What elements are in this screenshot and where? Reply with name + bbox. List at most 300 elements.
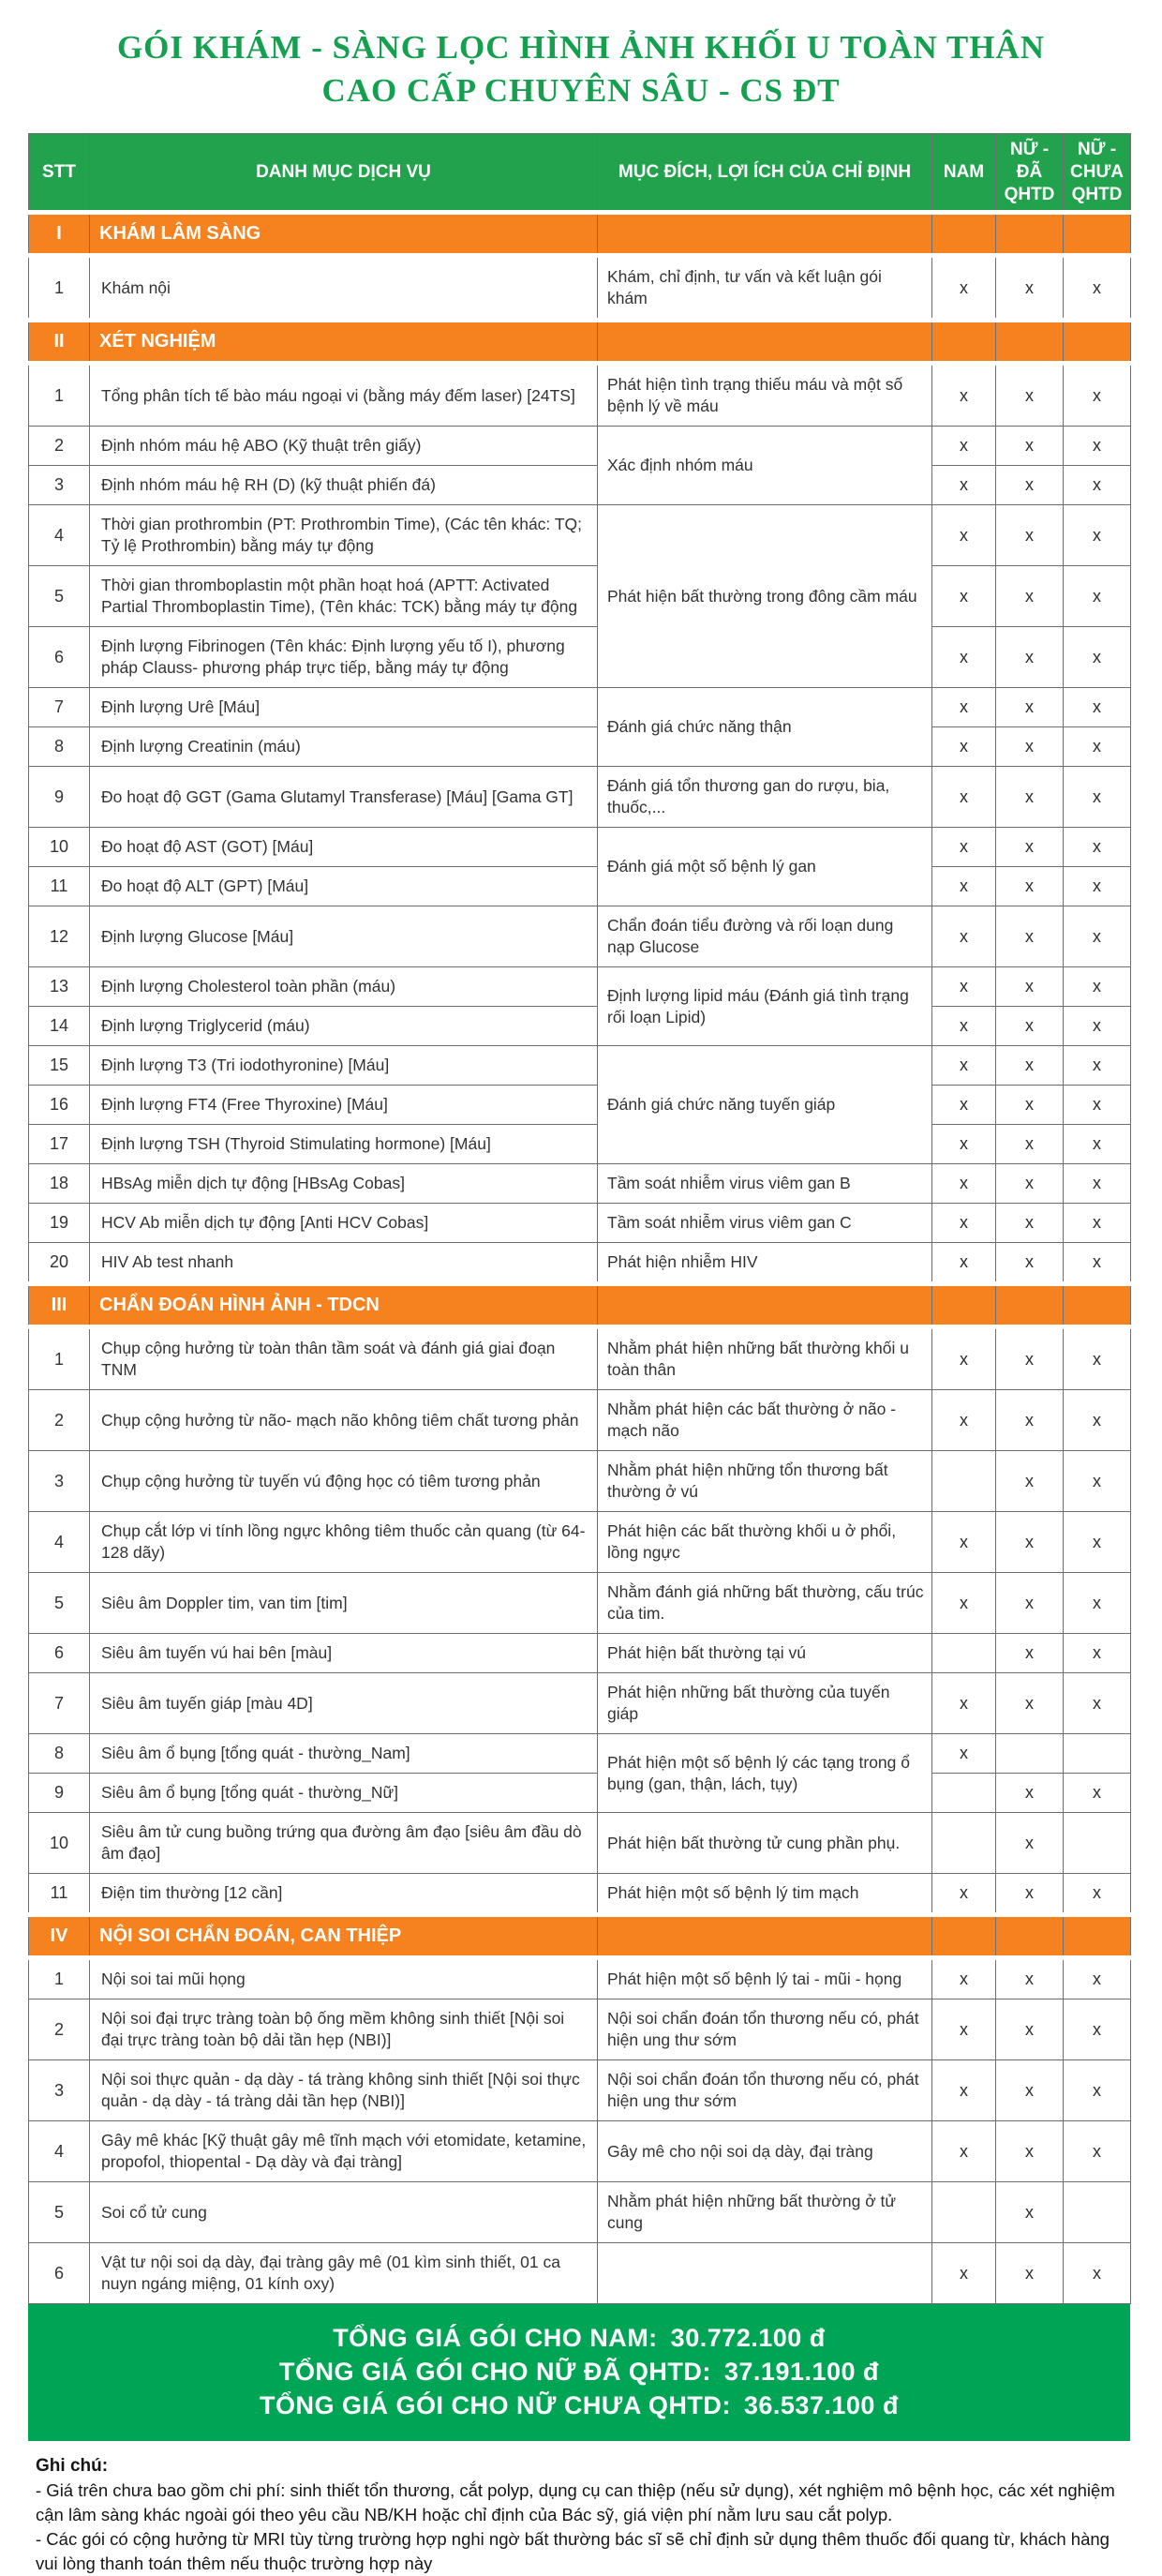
mark-nam: x [932, 1734, 996, 1774]
mark-nam: x [932, 1327, 996, 1390]
table-row [29, 1007, 1131, 1046]
mark-nam: x [932, 1673, 996, 1734]
section-row-II [29, 321, 1131, 364]
service-cell: HBsAg miễn dịch tự động [HBsAg Cobas] [90, 1164, 598, 1204]
stt-cell: 10 [29, 828, 90, 867]
mark-nu-chua-qhtd: x [1064, 967, 1131, 1007]
service-cell: HCV Ab miễn dịch tự động [Anti HCV Cobas] [90, 1204, 598, 1243]
service-cell: Thời gian thromboplastin một phần hoạt hoá (APTT: Activated Partial Thromboplastin Time), (Tên khác: TCK) bằng máy tự động [90, 566, 598, 627]
mark-nu-chua-qhtd: x [1064, 1634, 1131, 1673]
purpose-cell: Phát hiện các bất thường khối u ở phổi, lồng ngực [598, 1512, 932, 1573]
service-cell: Định lượng Fibrinogen (Tên khác: Định lượng yếu tố I), phương pháp Clauss- phương pháp trực tiếp, bằng máy tự động [90, 627, 598, 688]
purpose-cell: Phát hiện một số bệnh lý tai - mũi - họng [598, 1958, 932, 1999]
notes-heading: Ghi chú: [36, 2456, 109, 2476]
mark-nam: x [932, 1874, 996, 1915]
mark-nu-chua-qhtd: x [1064, 1512, 1131, 1573]
mark-nu-da-qhtd: x [996, 1125, 1064, 1164]
mark-nam: x [932, 1046, 996, 1086]
table-row [29, 767, 1131, 828]
stt-cell: 1 [29, 364, 90, 427]
mark-nam: x [932, 1999, 996, 2060]
mark-nu-da-qhtd: x [996, 2060, 1064, 2121]
mark-nam: x [932, 1243, 996, 1284]
mark-nam: x [932, 727, 996, 767]
mark-nam: x [932, 566, 996, 627]
mark-nam: x [932, 967, 996, 1007]
purpose-cell [598, 2243, 932, 2304]
table-row [29, 1390, 1131, 1451]
section-blank-nam [932, 1284, 996, 1327]
purpose-cell: Nhằm phát hiện các bất thường ở não - mạch não [598, 1390, 932, 1451]
stt-cell: 19 [29, 1204, 90, 1243]
service-cell: Nội soi thực quản - dạ dày - tá tràng không sinh thiết [Nội soi thực quản - dạ dày - tá tràng dải tần hẹp (NBI)] [90, 2060, 598, 2121]
table-row [29, 1204, 1131, 1243]
section-blank-nu-da [996, 213, 1064, 256]
mark-nu-da-qhtd: x [996, 2182, 1064, 2243]
mark-nu-chua-qhtd: x [1064, 767, 1131, 828]
mark-nu-chua-qhtd: x [1064, 2121, 1131, 2182]
total-nu-da-qhtd [28, 2355, 1130, 2389]
mark-nu-chua-qhtd: x [1064, 2243, 1131, 2304]
section-blank-purpose [598, 1284, 932, 1327]
header-purpose: MỤC ĐÍCH, LỢI ÍCH CỦA CHỈ ĐỊNH [598, 134, 932, 213]
mark-nu-chua-qhtd [1064, 1734, 1131, 1774]
total-nam-label: TỔNG GIÁ GÓI CHO NAM: [333, 2324, 658, 2352]
stt-cell: 15 [29, 1046, 90, 1086]
mark-nam: x [932, 867, 996, 906]
service-cell: Soi cổ tử cung [90, 2182, 598, 2243]
service-cell: Siêu âm ổ bụng [tổng quát - thường_Nam] [90, 1734, 598, 1774]
mark-nu-chua-qhtd: x [1064, 1327, 1131, 1390]
header-nam: NAM [932, 134, 996, 213]
stt-cell: 4 [29, 505, 90, 566]
mark-nu-chua-qhtd: x [1064, 906, 1131, 967]
table-row [29, 1243, 1131, 1284]
mark-nu-da-qhtd: x [996, 1958, 1064, 1999]
mark-nu-chua-qhtd: x [1064, 867, 1131, 906]
service-cell: Gây mê khác [Kỹ thuật gây mê tĩnh mạch với etomidate, ketamine, propofol, thiopental - Dạ dày và đại tràng] [90, 2121, 598, 2182]
mark-nu-chua-qhtd: x [1064, 1204, 1131, 1243]
mark-nu-chua-qhtd: x [1064, 1573, 1131, 1634]
mark-nam: x [932, 1125, 996, 1164]
table-header-row [29, 134, 1131, 213]
stt-cell: 14 [29, 1007, 90, 1046]
purpose-cell: Phát hiện một số bệnh lý tim mạch [598, 1874, 932, 1915]
service-cell: Định lượng Glucose [Máu] [90, 906, 598, 967]
mark-nam: x [932, 2121, 996, 2182]
mark-nam: x [932, 1573, 996, 1634]
mark-nu-chua-qhtd: x [1064, 1673, 1131, 1734]
mark-nu-da-qhtd: x [996, 364, 1064, 427]
section-blank-nu-da [996, 1915, 1064, 1958]
mark-nam: x [932, 364, 996, 427]
section-numeral: IV [29, 1915, 90, 1958]
section-row-I [29, 213, 1131, 256]
mark-nu-da-qhtd: x [996, 1204, 1064, 1243]
stt-cell: 3 [29, 2060, 90, 2121]
mark-nam: x [932, 767, 996, 828]
stt-cell: 13 [29, 967, 90, 1007]
purpose-cell: Xác định nhóm máu [598, 427, 932, 505]
mark-nu-chua-qhtd: x [1064, 1243, 1131, 1284]
total-nu-chua-qhtd-label: TỔNG GIÁ GÓI CHO NỮ CHƯA QHTD: [260, 2391, 731, 2419]
table-row [29, 627, 1131, 688]
table-row [29, 256, 1131, 321]
table-row [29, 364, 1131, 427]
stt-cell: 9 [29, 1774, 90, 1813]
table-row [29, 967, 1131, 1007]
totals-band [28, 2304, 1130, 2441]
mark-nam: x [932, 828, 996, 867]
service-cell: Định lượng Creatinin (máu) [90, 727, 598, 767]
mark-nu-da-qhtd: x [996, 1243, 1064, 1284]
service-cell: Khám nội [90, 256, 598, 321]
stt-cell: 18 [29, 1164, 90, 1204]
stt-cell: 6 [29, 1634, 90, 1673]
purpose-cell: Chẩn đoán tiểu đường và rối loạn dung nạp Glucose [598, 906, 932, 967]
purpose-cell: Phát hiện tình trạng thiếu máu và một số bệnh lý về máu [598, 364, 932, 427]
mark-nu-da-qhtd: x [996, 1046, 1064, 1086]
header-stt: STT [29, 134, 90, 213]
mark-nu-da-qhtd: x [996, 427, 1064, 466]
table-row [29, 1874, 1131, 1915]
purpose-cell: Tầm soát nhiễm virus viêm gan B [598, 1164, 932, 1204]
table-row [29, 688, 1131, 727]
service-cell: Định nhóm máu hệ RH (D) (kỹ thuật phiến đá) [90, 466, 598, 505]
mark-nu-chua-qhtd: x [1064, 828, 1131, 867]
section-numeral: I [29, 213, 90, 256]
service-cell: Đo hoạt độ GGT (Gama Glutamyl Transferase) [Máu] [Gama GT] [90, 767, 598, 828]
purpose-cell: Phát hiện một số bệnh lý các tạng trong ổ bụng (gan, thận, lách, tụy) [598, 1734, 932, 1813]
purpose-cell: Đánh giá chức năng tuyến giáp [598, 1046, 932, 1164]
service-cell: Đo hoạt độ ALT (GPT) [Máu] [90, 867, 598, 906]
section-blank-nam [932, 213, 996, 256]
service-cell: Định lượng FT4 (Free Thyroxine) [Máu] [90, 1086, 598, 1125]
mark-nu-da-qhtd: x [996, 1813, 1064, 1874]
mark-nam: x [932, 1086, 996, 1125]
service-cell: Chụp cộng hưởng từ toàn thân tầm soát và đánh giá giai đoạn TNM [90, 1327, 598, 1390]
table-row [29, 2121, 1131, 2182]
service-cell: Siêu âm tuyến giáp [màu 4D] [90, 1673, 598, 1734]
table-row [29, 1451, 1131, 1512]
stt-cell: 2 [29, 1390, 90, 1451]
mark-nu-da-qhtd: x [996, 1164, 1064, 1204]
section-row-IV [29, 1915, 1131, 1958]
purpose-cell: Tầm soát nhiễm virus viêm gan C [598, 1204, 932, 1243]
service-cell: Định lượng T3 (Tri iodothyronine) [Máu] [90, 1046, 598, 1086]
purpose-cell: Phát hiện bất thường tại vú [598, 1634, 932, 1673]
mark-nu-da-qhtd: x [996, 1774, 1064, 1813]
table-row [29, 906, 1131, 967]
table-row [29, 1774, 1131, 1813]
section-blank-nu-da [996, 1284, 1064, 1327]
mark-nu-da-qhtd: x [996, 967, 1064, 1007]
mark-nu-da-qhtd: x [996, 727, 1064, 767]
stt-cell: 8 [29, 1734, 90, 1774]
mark-nu-chua-qhtd: x [1064, 566, 1131, 627]
mark-nu-chua-qhtd: x [1064, 1451, 1131, 1512]
mark-nu-da-qhtd: x [996, 566, 1064, 627]
section-numeral: II [29, 321, 90, 364]
mark-nu-chua-qhtd: x [1064, 1086, 1131, 1125]
mark-nam: x [932, 1007, 996, 1046]
table-row [29, 1673, 1131, 1734]
section-label: XÉT NGHIỆM [90, 321, 598, 364]
table-row [29, 1634, 1131, 1673]
purpose-cell: Nội soi chẩn đoán tổn thương nếu có, phát hiện ung thư sớm [598, 2060, 932, 2121]
stt-cell: 16 [29, 1086, 90, 1125]
service-cell: Chụp cộng hưởng từ não- mạch não không tiêm chất tương phản [90, 1390, 598, 1451]
table-row [29, 1734, 1131, 1774]
total-nu-da-qhtd-label: TỔNG GIÁ GÓI CHO NỮ ĐÃ QHTD: [278, 2358, 711, 2386]
table-row [29, 867, 1131, 906]
stt-cell: 5 [29, 1573, 90, 1634]
service-cell: Định lượng Triglycerid (máu) [90, 1007, 598, 1046]
mark-nam: x [932, 466, 996, 505]
purpose-cell: Nhằm đánh giá những bất thường, cấu trúc của tim. [598, 1573, 932, 1634]
mark-nu-da-qhtd: x [996, 2243, 1064, 2304]
total-nam [28, 2321, 1130, 2355]
notes-section [36, 2454, 1134, 2576]
mark-nu-da-qhtd: x [996, 1573, 1064, 1634]
table-row [29, 2060, 1131, 2121]
purpose-cell: Nhằm phát hiện những tổn thương bất thường ở vú [598, 1451, 932, 1512]
stt-cell: 7 [29, 1673, 90, 1734]
table-row [29, 466, 1131, 505]
total-nu-chua-qhtd-value: 36.537.100 đ [743, 2391, 899, 2419]
mark-nam: x [932, 1164, 996, 1204]
stt-cell: 7 [29, 688, 90, 727]
section-blank-nam [932, 1915, 996, 1958]
purpose-cell: Đánh giá một số bệnh lý gan [598, 828, 932, 906]
service-cell: Chụp cắt lớp vi tính lồng ngực không tiêm thuốc cản quang (từ 64- 128 dãy) [90, 1512, 598, 1573]
service-cell: Thời gian prothrombin (PT: Prothrombin Time), (Các tên khác: TQ; Tỷ lệ Prothrombin) bằng máy tự động [90, 505, 598, 566]
mark-nu-chua-qhtd: x [1064, 1046, 1131, 1086]
mark-nu-da-qhtd: x [996, 1327, 1064, 1390]
table-row [29, 505, 1131, 566]
table-row [29, 1512, 1131, 1573]
total-nam-value: 30.772.100 đ [670, 2324, 826, 2352]
mark-nu-da-qhtd: x [996, 906, 1064, 967]
mark-nu-chua-qhtd: x [1064, 1007, 1131, 1046]
mark-nam: x [932, 627, 996, 688]
mark-nu-chua-qhtd: x [1064, 1164, 1131, 1204]
section-row-III [29, 1284, 1131, 1327]
table-body [29, 213, 1131, 2304]
note-line-2: - Các gói có cộng hưởng từ MRI tùy từng trường hợp nghi ngờ bất thường bác sĩ sẽ chỉ định sử dụng thêm thuốc đối quang từ, khách hàng vui lòng thanh toán thêm nếu thuộc trường hợp này [36, 2529, 1110, 2573]
mark-nu-da-qhtd: x [996, 1007, 1064, 1046]
table-row [29, 1573, 1131, 1634]
mark-nam: x [932, 1512, 996, 1573]
mark-nam: x [932, 2060, 996, 2121]
mark-nu-da-qhtd: x [996, 627, 1064, 688]
service-cell: Định nhóm máu hệ ABO (Kỹ thuật trên giấy) [90, 427, 598, 466]
mark-nu-da-qhtd: x [996, 1874, 1064, 1915]
mark-nu-da-qhtd: x [996, 1086, 1064, 1125]
table-row [29, 828, 1131, 867]
section-label: CHẨN ĐOÁN HÌNH ẢNH - TDCN [90, 1284, 598, 1327]
purpose-cell: Gây mê cho nội soi dạ dày, đại tràng [598, 2121, 932, 2182]
mark-nam: x [932, 1958, 996, 1999]
mark-nam: x [932, 1204, 996, 1243]
mark-nu-da-qhtd: x [996, 767, 1064, 828]
mark-nu-chua-qhtd: x [1064, 2060, 1131, 2121]
section-blank-purpose [598, 213, 932, 256]
mark-nu-chua-qhtd: x [1064, 505, 1131, 566]
table-row [29, 1164, 1131, 1204]
mark-nam: x [932, 505, 996, 566]
service-cell: Định lượng Cholesterol toàn phần (máu) [90, 967, 598, 1007]
section-label: NỘI SOI CHẨN ĐOÁN, CAN THIỆP [90, 1915, 598, 1958]
mark-nu-chua-qhtd: x [1064, 427, 1131, 466]
table-row [29, 1327, 1131, 1390]
table-row [29, 2243, 1131, 2304]
mark-nam: x [932, 2243, 996, 2304]
stt-cell: 6 [29, 627, 90, 688]
mark-nu-chua-qhtd [1064, 2182, 1131, 2243]
mark-nu-chua-qhtd: x [1064, 1958, 1131, 1999]
service-cell: Siêu âm tuyến vú hai bên [màu] [90, 1634, 598, 1673]
stt-cell: 9 [29, 767, 90, 828]
page-title-line2: CAO CẤP CHUYÊN SÂU - CS ĐT [321, 72, 841, 109]
service-cell: Chụp cộng hưởng từ tuyến vú động học có tiêm tương phản [90, 1451, 598, 1512]
mark-nu-chua-qhtd: x [1064, 1125, 1131, 1164]
service-cell: Định lượng Urê [Máu] [90, 688, 598, 727]
section-blank-nu-chua [1064, 321, 1131, 364]
total-nu-da-qhtd-value: 37.191.100 đ [723, 2358, 880, 2386]
note-line-1: - Giá trên chưa bao gồm chi phí: sinh thiết tổn thương, cắt polyp, dụng cụ can thiệp (nếu sử dụng), xét nghiệm mô bệnh học, các xét nghiệm cận lâm sàng khác ngoài gói theo yêu cầu NB/KH hoặc chỉ định của Bác sỹ, giá viện phí nằm lưu sau cắt polyp. [36, 2480, 1115, 2524]
table-row [29, 566, 1131, 627]
stt-cell: 3 [29, 466, 90, 505]
stt-cell: 1 [29, 256, 90, 321]
table-row [29, 427, 1131, 466]
mark-nu-da-qhtd: x [996, 505, 1064, 566]
section-blank-nu-da [996, 321, 1064, 364]
purpose-cell: Nhằm phát hiện những bất thường ở tử cung [598, 2182, 932, 2243]
mark-nu-chua-qhtd [1064, 1813, 1131, 1874]
mark-nam: x [932, 906, 996, 967]
mark-nam [932, 1634, 996, 1673]
total-nu-chua-qhtd [28, 2389, 1130, 2422]
mark-nam: x [932, 688, 996, 727]
mark-nu-chua-qhtd: x [1064, 1999, 1131, 2060]
mark-nu-chua-qhtd: x [1064, 727, 1131, 767]
mark-nu-da-qhtd: x [996, 1673, 1064, 1734]
purpose-cell: Đánh giá chức năng thận [598, 688, 932, 767]
stt-cell: 5 [29, 2182, 90, 2243]
mark-nu-chua-qhtd: x [1064, 688, 1131, 727]
purpose-cell: Phát hiện nhiễm HIV [598, 1243, 932, 1284]
mark-nam: x [932, 427, 996, 466]
purpose-cell: Nhằm phát hiện những bất thường khối u toàn thân [598, 1327, 932, 1390]
table-row [29, 1958, 1131, 1999]
purpose-cell: Phát hiện những bất thường của tuyến giáp [598, 1673, 932, 1734]
mark-nu-da-qhtd: x [996, 828, 1064, 867]
mark-nu-da-qhtd: x [996, 2121, 1064, 2182]
mark-nu-chua-qhtd: x [1064, 256, 1131, 321]
mark-nu-chua-qhtd: x [1064, 1774, 1131, 1813]
mark-nu-chua-qhtd: x [1064, 466, 1131, 505]
page-title [0, 26, 1162, 112]
header-nu-da-qhtd: NỮ - ĐÃ QHTD [996, 134, 1064, 213]
stt-cell: 17 [29, 1125, 90, 1164]
stt-cell: 10 [29, 1813, 90, 1874]
section-blank-nu-chua [1064, 1915, 1131, 1958]
table-row [29, 1046, 1131, 1086]
service-cell: Siêu âm ổ bụng [tổng quát - thường_Nữ] [90, 1774, 598, 1813]
mark-nu-chua-qhtd: x [1064, 1390, 1131, 1451]
stt-cell: 11 [29, 1874, 90, 1915]
table-row [29, 1086, 1131, 1125]
service-cell: HIV Ab test nhanh [90, 1243, 598, 1284]
stt-cell: 20 [29, 1243, 90, 1284]
section-numeral: III [29, 1284, 90, 1327]
purpose-cell: Phát hiện bất thường tử cung phần phụ. [598, 1813, 932, 1874]
header-service: DANH MỤC DỊCH VỤ [90, 134, 598, 213]
table-header [29, 134, 1131, 213]
mark-nu-da-qhtd: x [996, 688, 1064, 727]
stt-cell: 5 [29, 566, 90, 627]
mark-nu-da-qhtd: x [996, 1512, 1064, 1573]
section-label: KHÁM LÂM SÀNG [90, 213, 598, 256]
mark-nu-chua-qhtd: x [1064, 364, 1131, 427]
stt-cell: 4 [29, 1512, 90, 1573]
service-cell: Nội soi đại trực tràng toàn bộ ống mềm không sinh thiết [Nội soi đại trực tràng toàn bộ dải tần hẹp (NBI)] [90, 1999, 598, 2060]
stt-cell: 1 [29, 1958, 90, 1999]
mark-nu-chua-qhtd: x [1064, 627, 1131, 688]
service-cell: Điện tim thường [12 cần] [90, 1874, 598, 1915]
stt-cell: 1 [29, 1327, 90, 1390]
service-cell: Siêu âm tử cung buồng trứng qua đường âm đạo [siêu âm đầu dò âm đạo] [90, 1813, 598, 1874]
stt-cell: 12 [29, 906, 90, 967]
section-blank-purpose [598, 321, 932, 364]
purpose-cell: Phát hiện bất thường trong đông cầm máu [598, 505, 932, 688]
service-cell: Tổng phân tích tế bào máu ngoại vi (bằng máy đếm laser) [24TS] [90, 364, 598, 427]
service-cell: Nội soi tai mũi họng [90, 1958, 598, 1999]
mark-nam [932, 1774, 996, 1813]
stt-cell: 2 [29, 1999, 90, 2060]
purpose-cell: Nội soi chẩn đoán tổn thương nếu có, phát hiện ung thư sớm [598, 1999, 932, 2060]
section-blank-nam [932, 321, 996, 364]
stt-cell: 2 [29, 427, 90, 466]
mark-nu-da-qhtd: x [996, 1634, 1064, 1673]
mark-nu-da-qhtd: x [996, 466, 1064, 505]
section-blank-nu-chua [1064, 1284, 1131, 1327]
purpose-cell: Định lượng lipid máu (Đánh giá tình trạng rối loạn Lipid) [598, 967, 932, 1046]
page-title-line1: GÓI KHÁM - SÀNG LỌC HÌNH ẢNH KHỐI U TOÀN THÂN [116, 29, 1046, 66]
table-row [29, 2182, 1131, 2243]
mark-nu-da-qhtd: x [996, 256, 1064, 321]
stt-cell: 3 [29, 1451, 90, 1512]
stt-cell: 6 [29, 2243, 90, 2304]
header-nu-chua-qhtd: NỮ - CHƯA QHTD [1064, 134, 1131, 213]
package-table [28, 133, 1131, 2304]
table-row [29, 727, 1131, 767]
stt-cell: 8 [29, 727, 90, 767]
table-row [29, 1813, 1131, 1874]
mark-nu-da-qhtd: x [996, 867, 1064, 906]
stt-cell: 4 [29, 2121, 90, 2182]
purpose-cell: Khám, chỉ định, tư vấn và kết luận gói khám [598, 256, 932, 321]
section-blank-purpose [598, 1915, 932, 1958]
mark-nu-da-qhtd: x [996, 1451, 1064, 1512]
mark-nu-da-qhtd [996, 1734, 1064, 1774]
mark-nu-chua-qhtd: x [1064, 1874, 1131, 1915]
mark-nam: x [932, 256, 996, 321]
section-blank-nu-chua [1064, 213, 1131, 256]
service-cell: Đo hoạt độ AST (GOT) [Máu] [90, 828, 598, 867]
mark-nam [932, 1813, 996, 1874]
